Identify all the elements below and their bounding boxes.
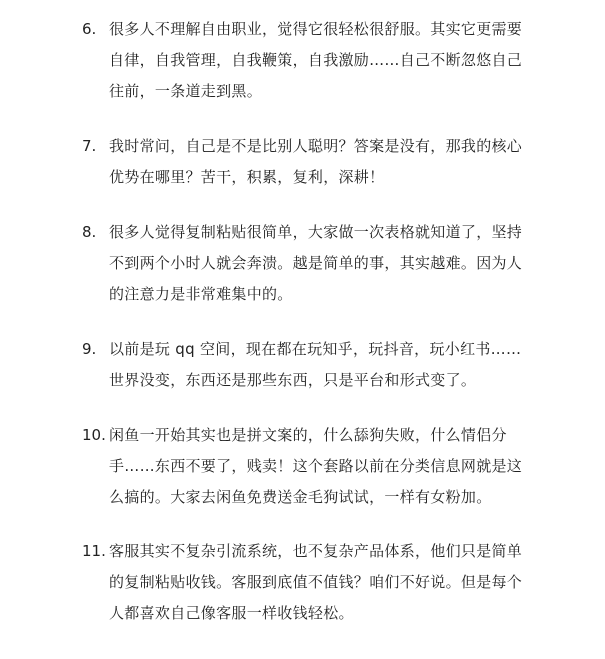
text-line: 闲鱼一开始其实也是拼文案的，什么舔狗失败，什么情侣分 [109,426,507,444]
list-text [109,217,522,310]
list-text [109,14,522,107]
text-line: 我时常问，自己是不是比别人聪明？答案是没有，那我的核心 [109,137,523,155]
list-item-10 [82,420,522,513]
list-number: 8. [82,223,97,241]
text-line: 往前，一条道走到黑。 [109,82,263,100]
list-number: 10. [82,426,106,444]
list-item-7 [82,131,522,193]
list-number: 9. [82,340,97,358]
text-line: 的复制粘贴收钱。客服到底值不值钱？咱们不好说。但是每个 [109,573,523,591]
list-item-6 [82,14,522,107]
list-text [109,131,522,193]
list-text [109,536,522,629]
list-text [109,334,522,396]
text-line: 以前是玩 qq 空间，现在都在玩知乎，玩抖音，玩小红书…… [109,340,522,358]
text-line: 不到两个小时人就会奔溃。越是简单的事，其实越难。因为人 [109,254,523,272]
text-line: 很多人觉得复制粘贴很简单，大家做一次表格就知道了，坚持 [109,223,523,241]
text-line: 世界没变，东西还是那些东西，只是平台和形式变了。 [109,371,477,389]
list-number: 7. [82,137,97,155]
list-item-9 [82,334,522,396]
list-item-11 [82,536,522,629]
list-text [109,420,522,513]
text-line: 自律，自我管理，自我鞭策，自我激励……自己不断忽悠自己 [109,51,523,69]
text-line: 人都喜欢自己像客服一样收钱轻松。 [109,604,354,622]
list-number: 6. [82,20,97,38]
list-number: 11. [82,542,106,560]
text-line: 很多人不理解自由职业，觉得它很轻松很舒服。其实它更需要 [109,20,523,38]
text-line: 优势在哪里？苦干，积累，复利，深耕！ [109,168,385,186]
list-item-8 [82,217,522,310]
text-line: 客服其实不复杂引流系统，也不复杂产品体系，他们只是简单 [109,542,523,560]
text-line: 的注意力是非常难集中的。 [109,285,293,303]
text-line: 手……东西不要了，贱卖！这个套路以前在分类信息网就是这 [109,457,523,475]
text-line: 么搞的。大家去闲鱼免费送金毛狗试试，一样有女粉加。 [109,488,492,506]
